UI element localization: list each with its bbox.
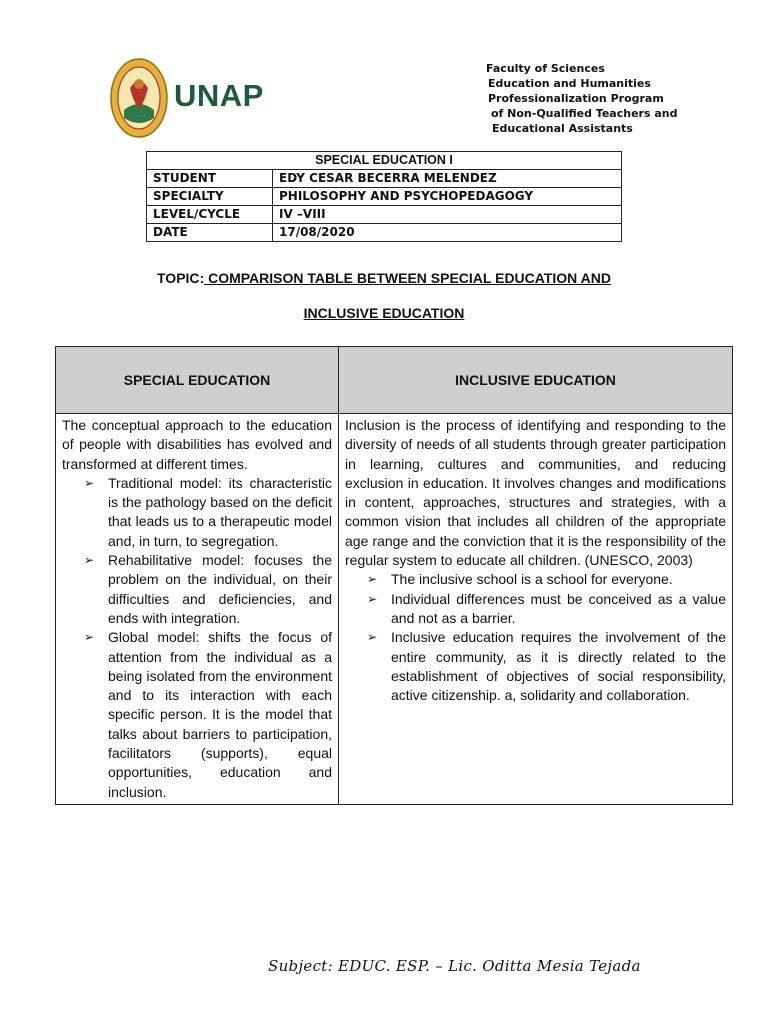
arrow-bullet-icon: ➢ — [367, 630, 378, 645]
list-item-text: The inclusive school is a school for everyone. — [391, 571, 673, 588]
faculty-line: Faculty of Sciences — [486, 62, 605, 75]
arrow-bullet-icon: ➢ — [84, 475, 95, 490]
comparison-table — [55, 346, 733, 805]
inclusive-points-list — [345, 570, 726, 705]
arrow-bullet-icon: ➢ — [367, 591, 378, 606]
arrow-bullet-icon: ➢ — [367, 572, 378, 587]
info-value: 17/08/2020 — [273, 224, 622, 242]
topic-line-1: COMPARISON TABLE BETWEEN SPECIAL EDUCATION AND — [204, 270, 611, 286]
list-item — [367, 628, 726, 705]
table-row — [147, 206, 622, 224]
inclusive-intro: Inclusion is the process of identifying and responding to the diversity of needs of all students through greater participation in learning, cultures and communities, and reducing exclusion in education. It involves changes and modifications in content, approaches, structures and strategies, with a common vision that includes all children of the appropriate age range and the conviction that it is the responsibility of the regular system to educate all children. (UNESCO, 2003) — [345, 417, 726, 569]
column-header-special: SPECIAL EDUCATION — [56, 347, 339, 414]
info-value: EDY CESAR BECERRA MELENDEZ — [273, 170, 622, 188]
table-row — [147, 224, 622, 242]
topic-heading — [0, 270, 768, 286]
list-item — [84, 474, 332, 551]
student-info-table — [146, 151, 622, 242]
list-item — [84, 628, 332, 802]
faculty-line: Professionalization Program — [488, 92, 664, 105]
info-key: STUDENT — [147, 170, 273, 188]
table-row — [147, 188, 622, 206]
topic-line-2: INCLUSIVE EDUCATION — [303, 305, 465, 321]
list-item-text: Individual differences must be conceived as a value and not as a barrier. — [391, 590, 726, 626]
course-title: SPECIAL EDUCATION I — [147, 152, 622, 170]
inclusive-education-cell — [339, 414, 733, 805]
list-item — [367, 570, 726, 589]
topic-prefix: TOPIC: — [157, 270, 205, 286]
info-key: DATE — [147, 224, 273, 242]
table-row — [147, 170, 622, 188]
list-item-text: Traditional model: its characteristic is the pathology based on the deficit that leads us to a therapeutic model and, in turn, to segregation. — [108, 474, 332, 549]
special-intro: The conceptual approach to the education of people with disabilities has evolved and transformed at different times. — [62, 417, 332, 472]
subject-footer: Subject: EDUC. ESP. – Lic. Oditta Mesia Tejada — [268, 957, 641, 975]
info-key: SPECIALTY — [147, 188, 273, 206]
list-item — [84, 551, 332, 628]
column-header-inclusive: INCLUSIVE EDUCATION — [339, 347, 733, 414]
faculty-block — [486, 61, 677, 136]
list-item-text: Global model: shifts the focus of attention from the individual as a being isolated from the environment and to its interaction with each specific person. It is the model that talks about barriers to participation, facilitators (supports), equal opportunities, education and inclusion. — [108, 629, 332, 800]
faculty-line: of Non-Qualified Teachers and — [491, 107, 678, 120]
special-education-cell — [56, 414, 339, 805]
topic-heading-cont — [0, 305, 768, 321]
university-seal-logo — [110, 58, 168, 138]
info-key: LEVEL/CYCLE — [147, 206, 273, 224]
info-value: IV –VIII — [273, 206, 622, 224]
list-item — [367, 590, 726, 629]
faculty-line: Educational Assistants — [492, 122, 633, 135]
arrow-bullet-icon: ➢ — [84, 553, 95, 568]
arrow-bullet-icon: ➢ — [84, 630, 95, 645]
faculty-line: Education and Humanities — [488, 77, 651, 90]
special-models-list — [62, 474, 332, 802]
list-item-text: Rehabilitative model: focuses the problem on the individual, on their difficulties and deficiencies, and ends with integration. — [108, 552, 332, 626]
info-value: PHILOSOPHY AND PSYCHOPEDAGOGY — [273, 188, 622, 206]
list-item-text: Inclusive education requires the involvement of the entire community, as it is directly related to the establishment of objectives of social responsibility, active citizenship. a, solidarity and collaboration. — [391, 629, 726, 704]
brand-wordmark: UNAP — [174, 78, 264, 113]
